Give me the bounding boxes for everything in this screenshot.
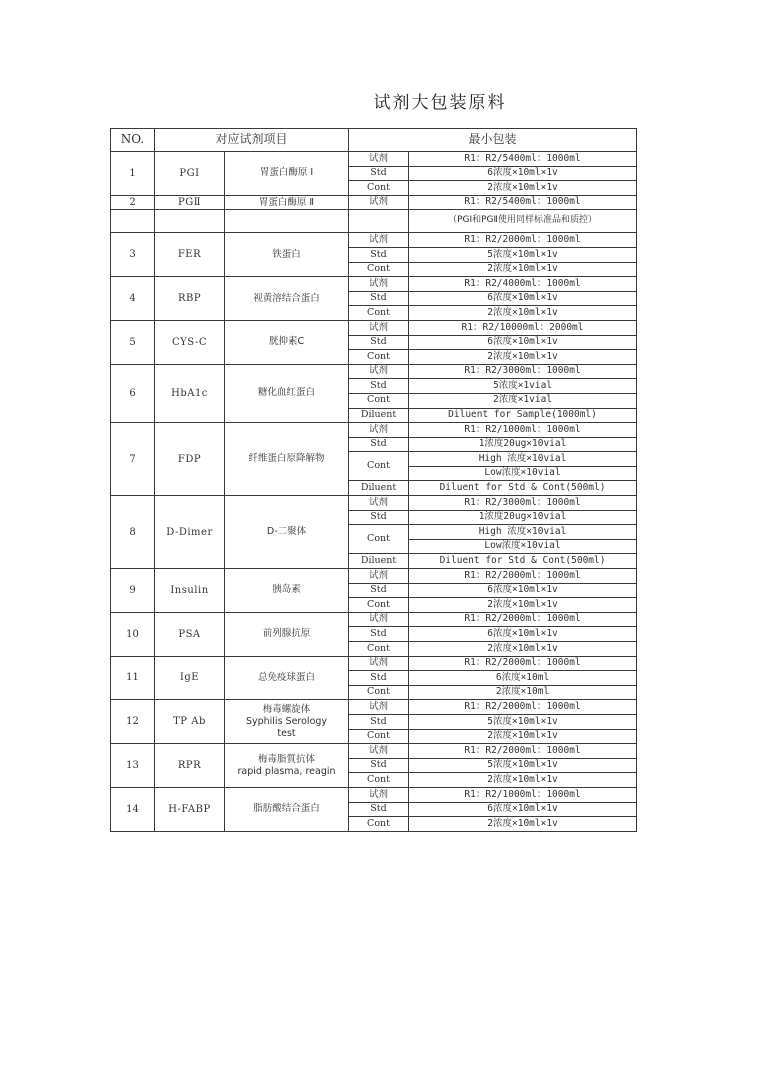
item-name-line: test bbox=[277, 727, 296, 739]
item-name bbox=[225, 152, 349, 196]
item-name-line: 脂肪酸结合蛋白 bbox=[253, 803, 320, 815]
row-number: 13 bbox=[111, 744, 155, 788]
pack-type: Cont bbox=[349, 729, 409, 744]
row-number: 10 bbox=[111, 612, 155, 656]
pack-desc: 2浓度×10ml×1v bbox=[409, 642, 637, 657]
note-empty-cell bbox=[349, 210, 409, 233]
item-code: PGⅡ bbox=[155, 195, 225, 210]
pack-desc: 2浓度×10ml×1v bbox=[409, 729, 637, 744]
pack-desc: 6浓度×10ml×1v bbox=[409, 291, 637, 306]
pack-type: Cont bbox=[349, 773, 409, 788]
pack-desc: R1：R2/2000ml：1000ml bbox=[409, 656, 637, 671]
pack-type: 试剂 bbox=[349, 233, 409, 248]
pack-desc: 2浓度×10ml×1v bbox=[409, 306, 637, 321]
item-code: PGⅠ bbox=[155, 152, 225, 196]
pack-desc: Diluent for Sample(1000ml) bbox=[409, 408, 637, 423]
table-row bbox=[111, 700, 637, 715]
item-name-line: rapid plasma, reagin bbox=[237, 765, 336, 777]
pack-type: 试剂 bbox=[349, 612, 409, 627]
table-row bbox=[111, 152, 637, 167]
item-code: HbA1c bbox=[155, 364, 225, 422]
pack-desc: R1：R2/2000ml：1000ml bbox=[409, 700, 637, 715]
header-no: NO. bbox=[111, 129, 155, 152]
pack-desc: R1：R2/2000ml：1000ml bbox=[409, 744, 637, 759]
item-name bbox=[225, 364, 349, 422]
pack-desc: High 浓度×10vial bbox=[409, 525, 637, 540]
pack-desc: R1：R2/3000ml：1000ml bbox=[409, 364, 637, 379]
pack-desc: 5浓度×10ml×1v bbox=[409, 247, 637, 262]
pack-desc: 2浓度×10ml×1v bbox=[409, 598, 637, 613]
row-number: 4 bbox=[111, 277, 155, 321]
pack-desc: Diluent for Std & Cont(500ml) bbox=[409, 554, 637, 569]
item-code: CYS-C bbox=[155, 320, 225, 364]
pack-type: 试剂 bbox=[349, 364, 409, 379]
pack-desc: R1：R2/5400ml：1000ml bbox=[409, 195, 637, 210]
pack-type: Std bbox=[349, 583, 409, 598]
pack-type: 试剂 bbox=[349, 195, 409, 210]
pack-type: 试剂 bbox=[349, 496, 409, 511]
pack-type: Cont bbox=[349, 685, 409, 700]
pack-type: Cont bbox=[349, 452, 409, 481]
pack-desc: 2浓度×10ml×1v bbox=[409, 773, 637, 788]
pack-type: 试剂 bbox=[349, 569, 409, 584]
item-code: FDP bbox=[155, 423, 225, 496]
pack-type: 试剂 bbox=[349, 744, 409, 759]
item-name-line: D-二聚体 bbox=[266, 526, 307, 538]
pack-type: Std bbox=[349, 247, 409, 262]
pack-desc: R1：R2/2000ml：1000ml bbox=[409, 233, 637, 248]
item-name bbox=[225, 569, 349, 613]
pack-desc: Diluent for Std & Cont(500ml) bbox=[409, 481, 637, 496]
pack-type: Std bbox=[349, 671, 409, 686]
pack-type: Cont bbox=[349, 525, 409, 554]
item-name-line: 胃蛋白酶原 Ⅰ bbox=[259, 167, 314, 179]
pack-type: Cont bbox=[349, 817, 409, 832]
item-code: D-Dimer bbox=[155, 496, 225, 569]
pack-type: 试剂 bbox=[349, 320, 409, 335]
table-row bbox=[111, 364, 637, 379]
row-number: 5 bbox=[111, 320, 155, 364]
pack-type: 试剂 bbox=[349, 423, 409, 438]
pack-type: Diluent bbox=[349, 554, 409, 569]
pack-desc: 2浓度×10ml×1v bbox=[409, 262, 637, 277]
table-row bbox=[111, 656, 637, 671]
table-row bbox=[111, 787, 637, 802]
item-name-line: 总免疫球蛋白 bbox=[258, 672, 316, 684]
pack-desc: 2浓度×10ml×1v bbox=[409, 350, 637, 365]
item-name-line: 铁蛋白 bbox=[272, 248, 301, 260]
row-number: 8 bbox=[111, 496, 155, 569]
pack-type: Cont bbox=[349, 642, 409, 657]
pack-type: Cont bbox=[349, 350, 409, 365]
item-name-line: 纤维蛋白原降解物 bbox=[248, 453, 325, 465]
item-code: FER bbox=[155, 233, 225, 277]
table-row bbox=[111, 277, 637, 292]
item-name-line: 胱抑素C bbox=[268, 336, 305, 348]
row-number: 2 bbox=[111, 195, 155, 210]
item-name-line: 胃蛋白酶原 Ⅱ bbox=[258, 196, 315, 208]
item-code: H-FABP bbox=[155, 787, 225, 831]
pack-type: Cont bbox=[349, 598, 409, 613]
pack-desc: 6浓度×10ml×1v bbox=[409, 627, 637, 642]
table-body bbox=[111, 152, 637, 832]
pack-desc: 6浓度×10ml×1v bbox=[409, 335, 637, 350]
row-number: 14 bbox=[111, 787, 155, 831]
pack-desc: 2浓度×10ml×1v bbox=[409, 181, 637, 196]
item-code: IgE bbox=[155, 656, 225, 700]
pack-type: Std bbox=[349, 335, 409, 350]
table-row bbox=[111, 496, 637, 511]
pack-type: Std bbox=[349, 758, 409, 773]
item-name-line: 前列腺抗原 bbox=[262, 628, 311, 640]
pack-desc: 1浓度20ug×10vial bbox=[409, 510, 637, 525]
item-code: TP Ab bbox=[155, 700, 225, 744]
item-name-line: 梅毒脂質抗体 bbox=[258, 753, 316, 765]
item-name bbox=[225, 656, 349, 700]
item-name bbox=[225, 612, 349, 656]
row-number: 1 bbox=[111, 152, 155, 196]
row-number: 9 bbox=[111, 569, 155, 613]
item-name bbox=[225, 195, 349, 210]
pack-type: Cont bbox=[349, 393, 409, 408]
pack-desc: 2浓度×10ml bbox=[409, 685, 637, 700]
pack-desc: R1：R2/4000ml：1000ml bbox=[409, 277, 637, 292]
table-row bbox=[111, 423, 637, 438]
pack-desc: 5浓度×10ml×1v bbox=[409, 758, 637, 773]
pack-type: Std bbox=[349, 714, 409, 729]
page-title: 试剂大包装原料 bbox=[373, 93, 507, 113]
table-row bbox=[111, 195, 637, 210]
row-number: 3 bbox=[111, 233, 155, 277]
pack-desc: R1：R2/2000ml：1000ml bbox=[409, 612, 637, 627]
item-code: RPR bbox=[155, 744, 225, 788]
pack-type: 试剂 bbox=[349, 277, 409, 292]
standard-note: （PGⅠ和PGⅡ使用同样标准品和质控） bbox=[409, 210, 637, 233]
item-code: RBP bbox=[155, 277, 225, 321]
pack-desc: 1浓度20ug×10vial bbox=[409, 437, 637, 452]
pack-type: Cont bbox=[349, 181, 409, 196]
table-row bbox=[111, 612, 637, 627]
table-row bbox=[111, 233, 637, 248]
pack-type: Std bbox=[349, 510, 409, 525]
pack-type: Diluent bbox=[349, 481, 409, 496]
pack-type: 试剂 bbox=[349, 787, 409, 802]
table-header-row bbox=[111, 129, 637, 152]
pack-desc: R1：R2/3000ml：1000ml bbox=[409, 496, 637, 511]
row-number: 6 bbox=[111, 364, 155, 422]
pack-desc: 6浓度×10ml×1v bbox=[409, 802, 637, 817]
pack-type: Std bbox=[349, 379, 409, 394]
header-item: 对应试剂项目 bbox=[155, 129, 349, 152]
item-name-line: 视黄溶结合蛋白 bbox=[253, 292, 320, 304]
item-name-line: 梅毒螺旋体 bbox=[262, 703, 311, 715]
item-code: Insulin bbox=[155, 569, 225, 613]
pack-type: Std bbox=[349, 627, 409, 642]
note-row bbox=[111, 210, 637, 233]
item-name bbox=[225, 700, 349, 744]
reagent-table bbox=[110, 128, 637, 832]
pack-desc: Low浓度×10vial bbox=[409, 539, 637, 554]
table-row bbox=[111, 320, 637, 335]
pack-desc: 5浓度×10ml×1v bbox=[409, 714, 637, 729]
row-number: 7 bbox=[111, 423, 155, 496]
pack-desc: 6浓度×10ml bbox=[409, 671, 637, 686]
item-name-line: Syphilis Serology bbox=[245, 715, 328, 727]
pack-desc: R1：R2/1000ml：1000ml bbox=[409, 423, 637, 438]
pack-desc: Low浓度×10vial bbox=[409, 466, 637, 481]
pack-desc: 2浓度×1vial bbox=[409, 393, 637, 408]
pack-desc: 5浓度×1vial bbox=[409, 379, 637, 394]
pack-desc: High 浓度×10vial bbox=[409, 452, 637, 467]
item-name bbox=[225, 787, 349, 831]
row-number: 12 bbox=[111, 700, 155, 744]
item-name-line: 糖化血红蛋白 bbox=[258, 387, 316, 399]
header-pack: 最小包装 bbox=[349, 129, 637, 152]
item-name bbox=[225, 277, 349, 321]
pack-type: Diluent bbox=[349, 408, 409, 423]
pack-type: Cont bbox=[349, 306, 409, 321]
pack-type: Std bbox=[349, 291, 409, 306]
item-name bbox=[225, 744, 349, 788]
pack-desc: 6浓度×10ml×1v bbox=[409, 166, 637, 181]
item-name-line: 胰岛素 bbox=[272, 584, 301, 596]
item-name bbox=[225, 423, 349, 496]
table-row bbox=[111, 569, 637, 584]
pack-type: Std bbox=[349, 437, 409, 452]
note-empty-cell bbox=[225, 210, 349, 233]
pack-type: Cont bbox=[349, 262, 409, 277]
pack-type: Std bbox=[349, 166, 409, 181]
pack-type: 试剂 bbox=[349, 656, 409, 671]
note-empty-cell bbox=[111, 210, 155, 233]
pack-desc: 2浓度×10ml×1v bbox=[409, 817, 637, 832]
pack-desc: R1：R2/1000ml：1000ml bbox=[409, 787, 637, 802]
table-row bbox=[111, 744, 637, 759]
note-empty-cell bbox=[155, 210, 225, 233]
pack-desc: R1：R2/5400ml：1000ml bbox=[409, 152, 637, 167]
item-code: PSA bbox=[155, 612, 225, 656]
item-name bbox=[225, 233, 349, 277]
pack-type: 试剂 bbox=[349, 152, 409, 167]
row-number: 11 bbox=[111, 656, 155, 700]
pack-desc: R1：R2/2000ml：1000ml bbox=[409, 569, 637, 584]
item-name bbox=[225, 320, 349, 364]
item-name bbox=[225, 496, 349, 569]
pack-desc: 6浓度×10ml×1v bbox=[409, 583, 637, 598]
pack-type: Std bbox=[349, 802, 409, 817]
pack-desc: R1：R2/10000ml：2000ml bbox=[409, 320, 637, 335]
pack-type: 试剂 bbox=[349, 700, 409, 715]
